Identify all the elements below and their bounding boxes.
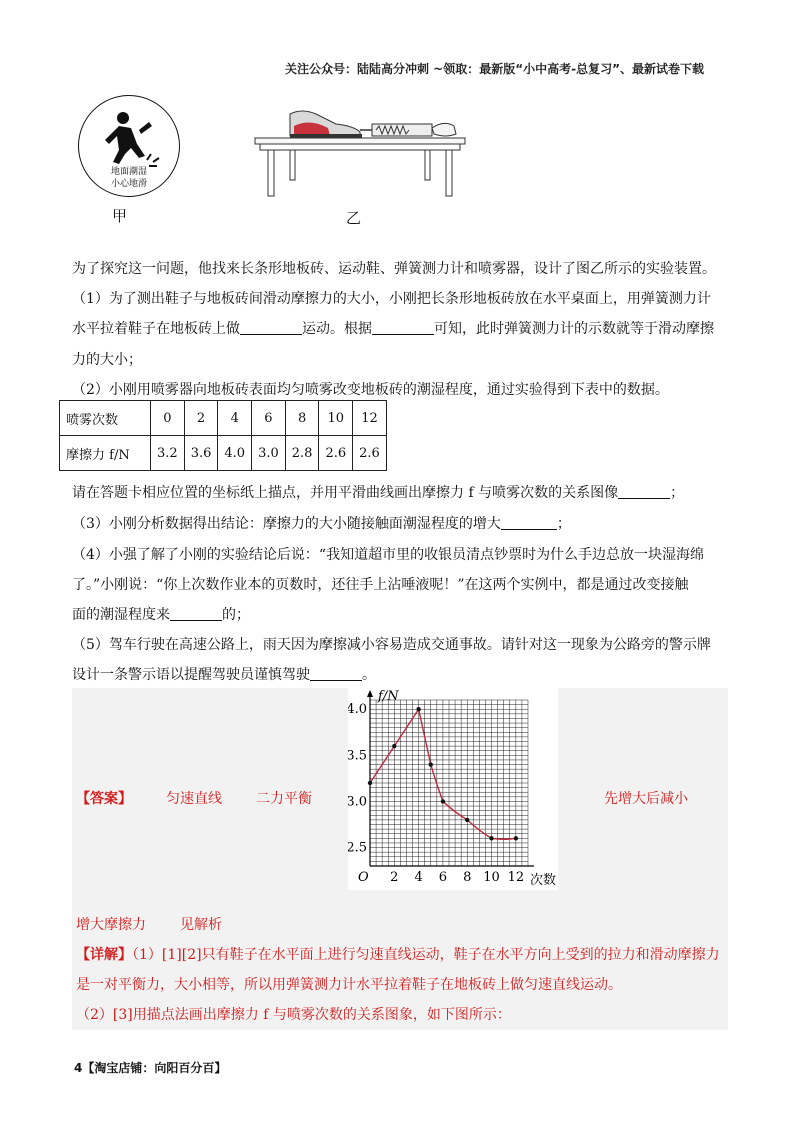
detail-line3: （2）[3]用描点法画出摩擦力 f 与喷雾次数的关系图象，如下图所示： <box>76 1007 511 1023</box>
q4-line3: 面的潮湿程度来 的； <box>72 607 250 623</box>
data-point <box>514 836 518 840</box>
x-tick-label: 4 <box>414 870 423 885</box>
intro-text: 为了探究这一问题，他找来长条形地板砖、运动鞋、弹簧测力计和喷雾器，设计了图乙所示的实验装置。 <box>72 261 716 277</box>
answer-blank-1 <box>240 320 302 335</box>
table-row-label: 喷雾次数 <box>60 401 151 436</box>
answer-blank-2 <box>372 320 434 335</box>
data-point <box>368 781 372 785</box>
detail-line1: 【详解】（1）[1][2]只有鞋子在水平面上进行匀速直线运动，鞋子在水平方向上受到的拉力和滑动摩擦力 <box>76 947 720 963</box>
falling-person-icon <box>79 104 179 174</box>
q2-line1: （2）小刚用喷雾器向地板砖表面均匀喷雾改变地板砖的潮湿程度，通过实验得到下表中的数据。 <box>72 382 669 398</box>
data-point <box>465 818 469 822</box>
q1-line2: 水平拉着鞋子在地板砖上做 运动。根据 可知，此时弹簧测力计的示数就等于滑动摩擦 <box>72 321 714 337</box>
answer-4: 增大摩擦力 <box>76 917 146 933</box>
answer-3: 先增大后减小 <box>604 791 688 807</box>
q2-line2: 请在答题卡相应位置的坐标纸上描点，并用平滑曲线画出摩擦力 f 与喷雾次数的关系图像 ； <box>72 485 685 501</box>
answer-blank-6 <box>310 666 362 681</box>
data-table <box>59 400 387 471</box>
figure-label-yi: 乙 <box>346 209 362 227</box>
page-header: 关注公众号：陆陆高分冲刺 ~领取：最新版“小中高考-总复习”、最新试卷下载 <box>285 62 704 76</box>
answer-tag: 【答案】 <box>76 791 132 807</box>
answer-graph-panel <box>348 688 558 890</box>
table-row: 摩擦力 f/N 3.2 3.6 4.0 3.0 2.8 2.6 2.6 <box>60 436 387 471</box>
data-point <box>441 799 445 803</box>
answer-blank-4 <box>501 515 557 530</box>
data-point <box>489 836 493 840</box>
y-axis-label: f/N <box>378 689 399 704</box>
answer-1: 匀速直线 <box>166 791 222 807</box>
y-axis-arrow <box>367 690 373 697</box>
data-point <box>429 762 433 766</box>
x-tick-label: 12 <box>507 870 525 885</box>
q5-line2: 设计一条警示语以提醒驾驶员谨慎驾驶 。 <box>72 667 376 683</box>
y-tick-label: 4.0 <box>348 702 367 718</box>
detail-line2: 是一对平衡力，大小相等，所以用弹簧测力计水平拉着鞋子在地板砖上做匀速直线运动。 <box>76 977 622 993</box>
q3-line: （3）小刚分析数据得出结论：摩擦力的大小随接触面潮湿程度的增大 ； <box>72 516 571 532</box>
table-row: 喷雾次数 0 2 4 6 8 10 12 <box>60 401 387 436</box>
shoe-icon <box>290 111 362 138</box>
answer-blank-5 <box>170 606 222 621</box>
y-tick-label: 2.5 <box>348 840 367 856</box>
detail-tag: 【详解】 <box>76 947 132 963</box>
friction-chart <box>348 688 558 890</box>
experiment-apparatus-figure <box>250 104 470 200</box>
table-row-label: 摩擦力 f/N <box>60 436 151 471</box>
data-point <box>416 707 420 711</box>
y-tick-label: 3.0 <box>348 794 367 810</box>
x-tick-label: 6 <box>438 870 448 885</box>
q4-line2: 了。”小刚说：“你上次数作业本的页数时，还往手上沾唾液呢！”在这两个实例中，都是通过改变接触 <box>72 577 689 593</box>
x-tick-label: 2 <box>390 870 399 885</box>
sign-text-line2: 小心地滑 <box>110 179 147 189</box>
spring-scale-icon <box>360 123 456 136</box>
answer-blank-3 <box>618 484 670 499</box>
answer-2: 二力平衡 <box>256 791 312 807</box>
figure-label-jia: 甲 <box>112 207 128 225</box>
origin-label: O <box>358 870 369 885</box>
q5-line1: （5）驾车行驶在高速公路上，雨天因为摩擦减小容易造成交通事故。请针对这一现象为公路旁的警示牌 <box>72 637 711 653</box>
q1-line1: （1）为了测出鞋子与地板砖间滑动摩擦力的大小，小刚把长条形地板砖放在水平桌面上，用弹簧测力计 <box>72 291 711 307</box>
page-footer: 4【淘宝店铺：向阳百分百】 <box>74 1061 227 1075</box>
answer-5: 见解析 <box>180 917 222 933</box>
data-point <box>392 744 396 748</box>
q1-line3: 力的大小； <box>72 352 142 368</box>
slippery-warning-sign <box>78 95 180 197</box>
x-axis-label: 次数 <box>530 873 557 888</box>
x-tick-label: 8 <box>463 870 472 885</box>
q4-line1: （4）小强了解了小刚的实验结论后说：“我知道超市里的收银员清点钞票时为什么手边总放一块湿海绵 <box>72 547 705 563</box>
sign-text-line1: 地面潮湿 <box>110 167 147 177</box>
y-tick-label: 3.5 <box>348 748 367 764</box>
x-tick-label: 10 <box>483 870 500 885</box>
